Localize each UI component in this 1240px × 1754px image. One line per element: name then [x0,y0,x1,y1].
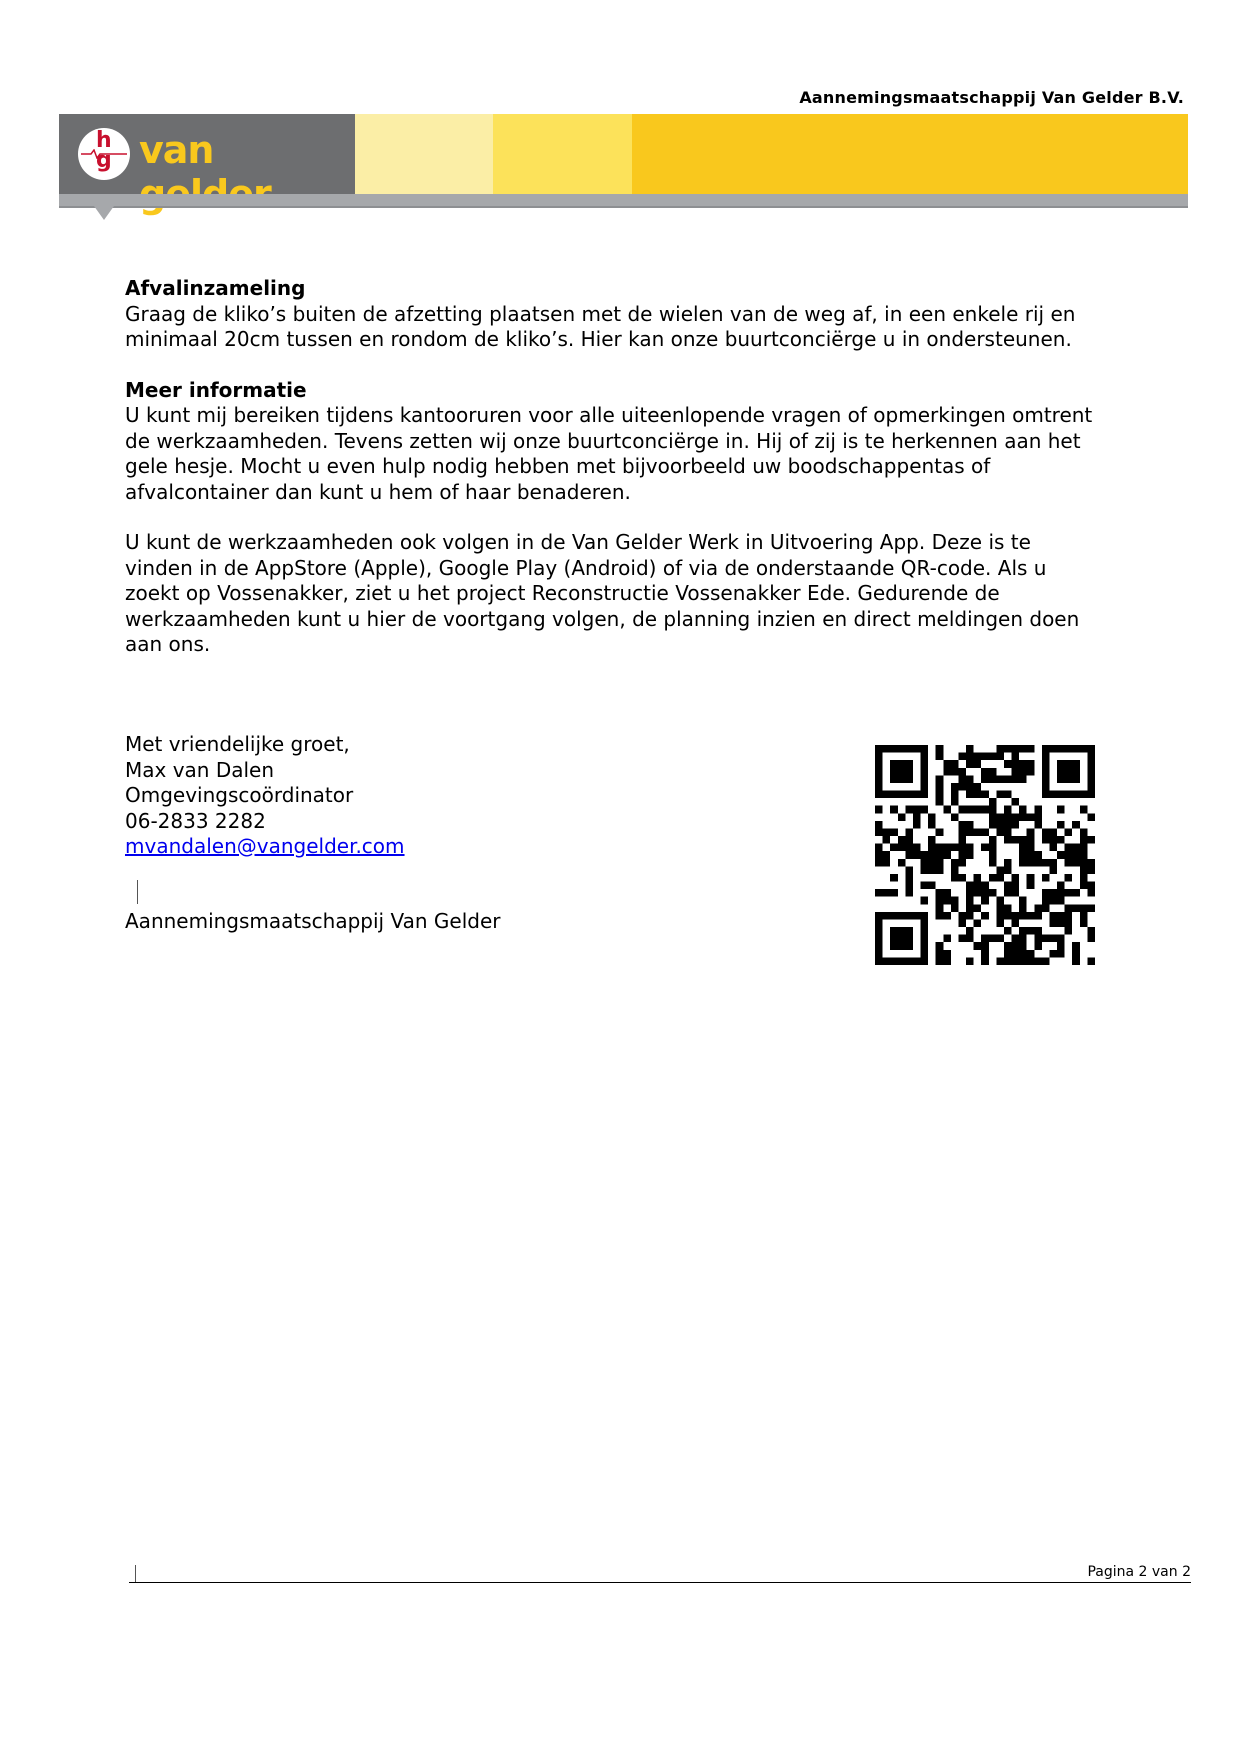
signature-greeting: Met vriendelijke groet, [125,732,350,756]
logo-wave-icon [81,149,127,159]
logo-wordmark: van [139,128,214,172]
banner-logo-block [59,114,355,194]
section-heading-meer-informatie: Meer informatie [125,377,307,402]
qr-code-icon[interactable] [875,745,1095,965]
section-paragraph: Graag de kliko’s buiten de afzetting plaatsen met de wielen van de weg af, in een enkele rij en minimaal 20cm tussen en rondom de kliko’s. Hier kan onze buurtconciërge u in ondersteunen. [125,301,1076,351]
footer-rule [129,1582,1191,1583]
logo-letter-g: g [96,148,112,173]
signature-phone: 06-2833 2282 [125,808,266,833]
signature-company: Aannemingsmaatschappij Van Gelder [125,909,501,933]
letter-body [125,276,1105,658]
banner-underline [59,206,1188,208]
banner-stripe-mid [493,114,632,194]
signature-name: Max van Dalen [125,757,275,782]
logo-letter-h: h [96,128,112,153]
banner-stripe-light [355,114,493,194]
text-cursor-mark [137,880,138,904]
footer-cursor-mark [135,1565,136,1582]
header-banner [59,114,1188,214]
signature-email-link[interactable]: mvandalen@vangelder.com [125,834,405,858]
banner-grey-bar [59,194,1188,206]
company-name-top: Aannemingsmaatschappij Van Gelder B.V. [799,88,1184,107]
signature-block [125,732,501,933]
banner-stripe-yellow [632,114,1188,194]
van-gelder-logo-icon [78,128,130,180]
page-number: Pagina 2 van 2 [1087,1564,1191,1580]
banner-pointer-icon [94,206,114,220]
section-heading-afvalinzameling: Afvalinzameling [125,276,306,300]
signature-role: Omgevingscoördinator [125,783,354,807]
section-paragraph: U kunt de werkzaamheden ook volgen in de Van Gelder Werk in Uitvoering App. Deze is te vinden in de AppStore (Apple), Google Play (Android) of via de onderstaande QR-code. Als u zoekt op Vossenakker, ziet u het project Reconstructie Vossenakker Ede. Gedurende de werkzaamheden kunt u hier de voortgang volgen, de planning inzien en direct meldingen doen aan ons. [125,530,1080,656]
section-paragraph: U kunt mij bereiken tijdens kantooruren voor alle uiteenlopende vragen of opmerkingen omtrent de werkzaamheden. Tevens zetten wij onze buurtconciërge in. Hij of zij is te herkennen aan het gele hesje. Mocht u even hulp nodig hebben met bijvoorbeeld uw boodschappentas of afvalcontainer dan kunt u hem of haar benaderen. [125,403,1093,504]
